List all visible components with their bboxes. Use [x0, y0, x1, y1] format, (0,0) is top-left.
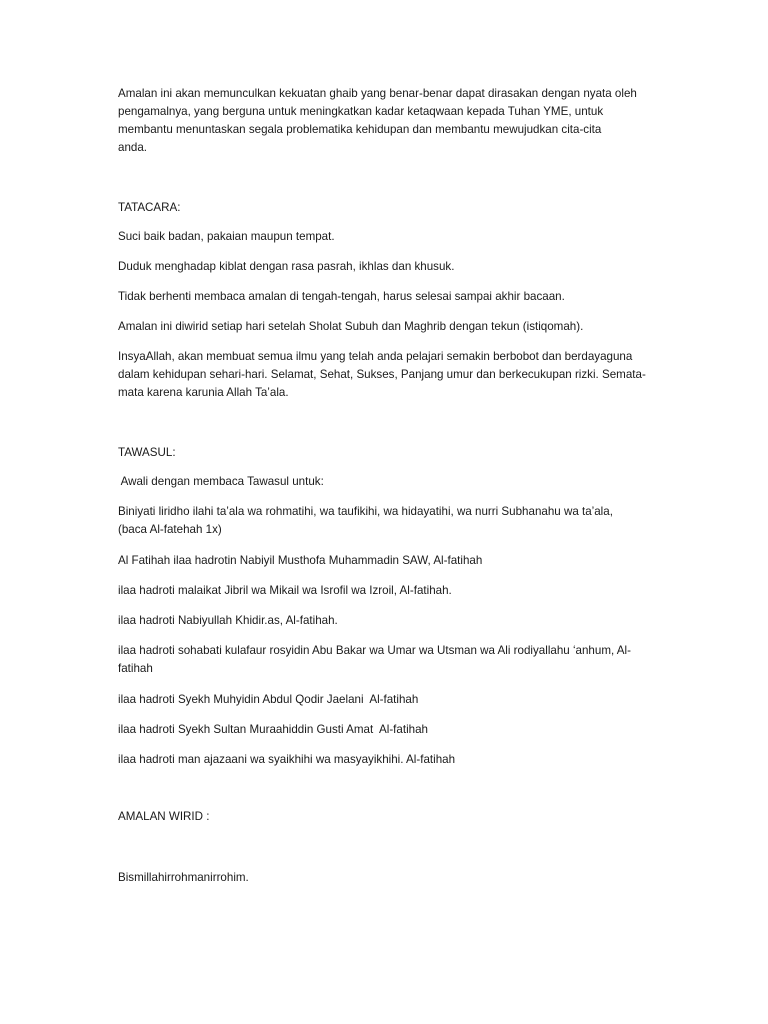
amalan-wirid-heading: AMALAN WIRID :	[118, 810, 210, 823]
intro-line: membantu menuntaskan segala problematika kehidupan dan membantu mewujudkan cita-cita	[118, 123, 602, 136]
tawasul-heading: TAWASUL:	[118, 446, 176, 459]
tawasul-line-part: fatihah	[118, 662, 153, 675]
closing-line: dalam kehidupan sehari-hari. Selamat, Sehat, Sukses, Panjang umur dan berkecukupan rizki. Semata-	[118, 368, 646, 381]
tatacara-item: Suci baik badan, pakaian maupun tempat.	[118, 230, 335, 243]
tatacara-item: Amalan ini diwirid setiap hari setelah Sholat Subuh dan Maghrib dengan tekun (istiqomah).	[118, 320, 584, 333]
tatacara-heading: TATACARA:	[118, 201, 181, 214]
intro-line: pengamalnya, yang berguna untuk meningkatkan kadar ketaqwaan kepada Tuhan YME, untuk	[118, 105, 604, 118]
tawasul-line: ilaa hadroti Syekh Sultan Muraahiddin Gusti Amat Al-fatihah	[118, 723, 428, 736]
tatacara-item: Duduk menghadap kiblat dengan rasa pasrah, ikhlas dan khusuk.	[118, 260, 455, 273]
tatacara-item: Tidak berhenti membaca amalan di tengah-tengah, harus selesai sampai akhir bacaan.	[118, 290, 565, 303]
closing-line: InsyaAllah, akan membuat semua ilmu yang telah anda pelajari semakin berbobot dan berdayaguna	[118, 350, 633, 363]
tawasul-niat-paragraph	[118, 503, 658, 539]
tawasul-line: ilaa hadroti man ajazaani wa syaikhihi wa masyayikhihi. Al-fatihah	[118, 753, 456, 766]
intro-line: anda.	[118, 141, 148, 154]
amalan-wirid-opening: Bismillahirrohmanirrohim.	[118, 871, 249, 884]
tawasul-line: ilaa hadroti Nabiyullah Khidir.as, Al-fatihah.	[118, 614, 338, 627]
closing-line: mata karena karunia Allah Ta’ala.	[118, 386, 289, 399]
tawasul-intro: Awali dengan membaca Tawasul untuk:	[118, 475, 324, 488]
tawasul-line: ilaa hadroti Syekh Muhyidin Abdul Qodir Jaelani Al-fatihah	[118, 693, 419, 706]
niat-line: (baca Al-fatehah 1x)	[118, 523, 222, 536]
document-page	[118, 0, 658, 1024]
tawasul-line-multiline	[118, 642, 658, 678]
tatacara-closing-paragraph	[118, 348, 658, 402]
tawasul-line: ilaa hadroti malaikat Jibril wa Mikail wa Isrofil wa Izroil, Al-fatihah.	[118, 584, 452, 597]
intro-paragraph	[118, 85, 658, 157]
intro-line: Amalan ini akan memunculkan kekuatan ghaib yang benar-benar dapat dirasakan dengan nyata oleh	[118, 87, 637, 100]
niat-line: Biniyati liridho ilahi ta’ala wa rohmatihi, wa taufikihi, wa hidayatihi, wa nurri Subhanahu wa ta’ala,	[118, 505, 613, 518]
tawasul-line-part: ilaa hadroti sohabati kulafaur rosyidin Abu Bakar wa Umar wa Utsman wa Ali rodiyallahu ‘anhum, Al-	[118, 644, 631, 657]
tawasul-line: Al Fatihah ilaa hadrotin Nabiyil Musthofa Muhammadin SAW, Al-fatihah	[118, 554, 483, 567]
